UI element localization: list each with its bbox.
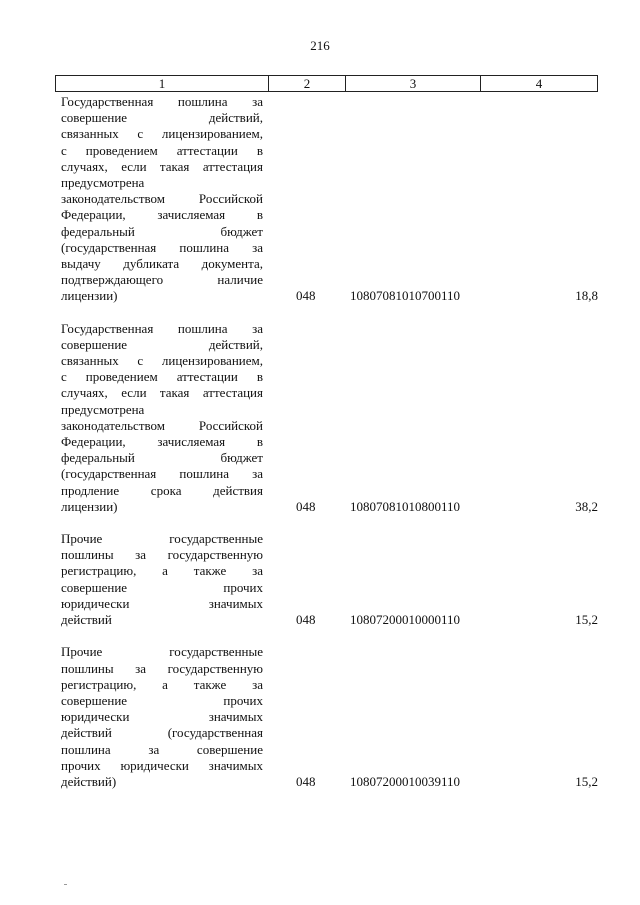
row-description [61,94,263,305]
description-line: (государственная пошлина за [61,466,263,482]
description-line: законодательством Российской [61,417,263,433]
description-line: лицензии) [61,498,118,514]
table-row [61,644,601,790]
amount-value: 18,8 [575,288,598,304]
description-line: Федерации, зачисляемая в [61,434,263,450]
column-header-4: 4 [481,76,598,92]
budget-classification-code: 10807200010000110 [350,612,461,628]
description-line: подтверждающего наличие [61,272,263,288]
row-description [61,644,263,790]
description-line: регистрацию, а также за [61,563,263,579]
description-line: Федерации, зачисляемая в [61,207,263,223]
column-header-table [55,75,598,92]
column-header-2: 2 [269,76,346,92]
description-line: выдачу дубликата документа, [61,256,263,272]
row-description [61,321,263,515]
description-line: с проведением аттестации в [61,142,263,158]
description-line: действий (государственная [61,725,263,741]
description-line: пошлины за государственную [61,660,263,676]
description-line: связанных с лицензированием, [61,353,263,369]
column-header-1: 1 [56,76,269,92]
description-line: действий) [61,773,117,789]
admin-code: 048 [296,612,316,628]
amount-value: 15,2 [575,612,598,628]
amount-value: 38,2 [575,498,598,514]
description-line: случаях, если такая аттестация [61,158,263,174]
admin-code: 048 [296,288,316,304]
description-line: совершение действий, [61,110,263,126]
description-line: совершение прочих [61,579,263,595]
table-row [61,94,601,305]
description-line: совершение действий, [61,336,263,352]
description-line: Прочие государственные [61,644,263,660]
description-line: действий [61,612,112,628]
page-number: 216 [310,38,330,53]
description-line: предусмотрена [61,401,145,417]
description-line: лицензии) [61,288,118,304]
scan-mark [64,884,67,885]
description-line: регистрацию, а также за [61,676,263,692]
column-header-3: 3 [346,76,481,92]
description-line: пошлина за совершение [61,741,263,757]
description-line: Государственная пошлина за [61,94,263,109]
budget-classification-code: 10807200010039110 [350,773,461,789]
description-line: федеральный бюджет [61,450,263,466]
description-line: юридически значимых [61,595,263,611]
budget-classification-code: 10807081010700110 [350,288,461,304]
admin-code: 048 [296,773,316,789]
description-line: продление срока действия [61,482,263,498]
description-line: прочих юридически значимых [61,757,263,773]
row-description [61,531,263,628]
description-line: юридически значимых [61,709,263,725]
column-header-row [56,76,598,92]
description-line: совершение прочих [61,692,263,708]
description-line: федеральный бюджет [61,223,263,239]
table-body [61,94,601,806]
description-line: с проведением аттестации в [61,369,263,385]
table-row [61,321,601,515]
description-line: законодательством Российской [61,191,263,207]
admin-code: 048 [296,498,316,514]
description-line: пошлины за государственную [61,547,263,563]
budget-classification-code: 10807081010800110 [350,498,461,514]
description-line: связанных с лицензированием, [61,126,263,142]
table-row [61,531,601,628]
description-line: случаях, если такая аттестация [61,385,263,401]
description-line: предусмотрена [61,175,145,191]
amount-value: 15,2 [575,773,598,789]
description-line: Государственная пошлина за [61,320,263,336]
description-line: (государственная пошлина за [61,239,263,255]
description-line: Прочие государственные [61,531,263,547]
